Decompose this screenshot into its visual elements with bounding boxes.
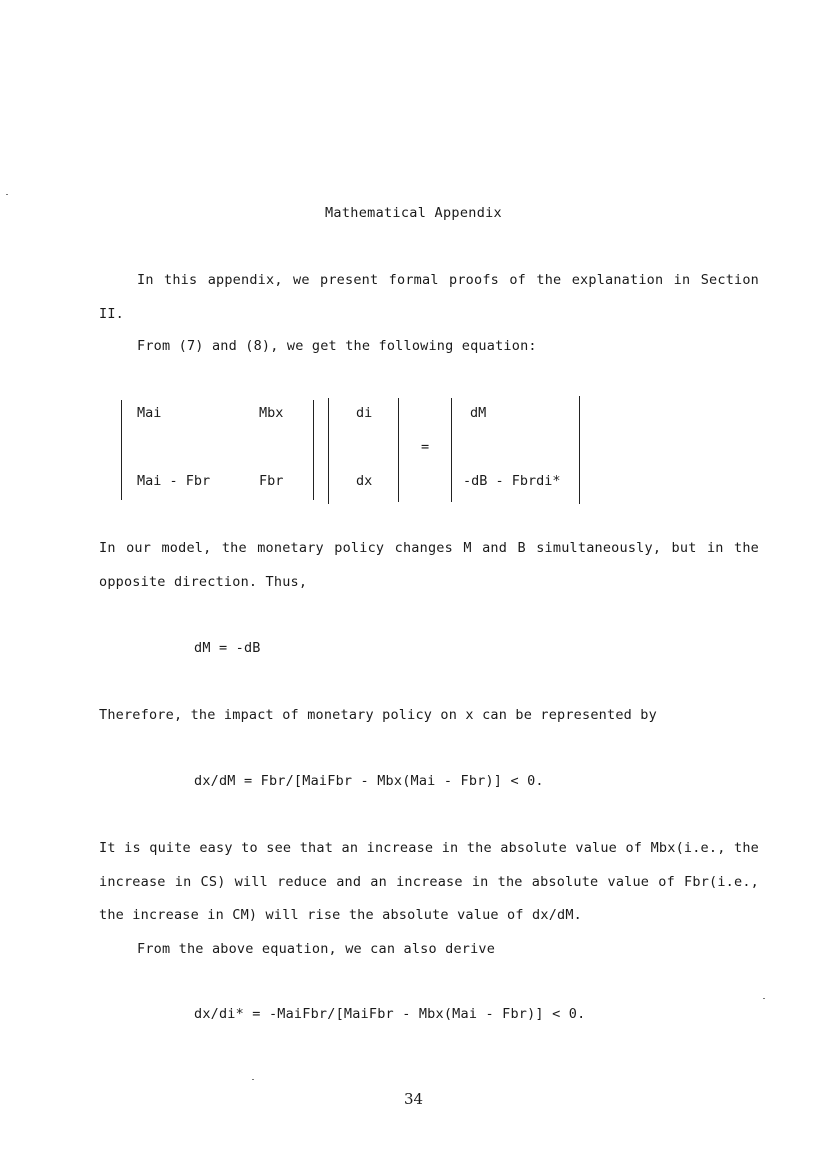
matrix-right-bar — [313, 400, 314, 500]
matrix-cell: Fbr — [259, 473, 284, 489]
scan-speck — [763, 998, 765, 999]
unknown-cell: dx — [356, 473, 373, 489]
matrix-cell: Mai - Fbr — [137, 473, 211, 489]
rhs-right-bar — [579, 396, 580, 504]
intro-paragraph: In this appendix, we present formal proofs of the explanation in Section II. — [99, 272, 759, 322]
matrix-cell: Mai — [137, 405, 162, 421]
matrix-left-bar — [121, 400, 122, 500]
scan-speck — [252, 1079, 254, 1080]
equals-sign: = — [421, 439, 430, 455]
model-paragraph: In our model, the monetary policy changes M and B simultaneously, but in the opposite direction. Thus, — [99, 540, 759, 590]
easy-paragraph: It is quite easy to see that an increase in the absolute value of Mbx(i.e., the increase in CS) will reduce and an increase in the absolute value of Fbr(i.e., the increase in CM) will rise the absolute value of dx/dM. — [99, 840, 759, 923]
equation-dm: dM = -dB — [194, 640, 261, 656]
equation-dxdm: dx/dM = Fbr/[MaiFbr - Mbx(Mai - Fbr)] < 0. — [194, 773, 544, 789]
intro-equation-lead: From (7) and (8), we get the following equation: — [137, 338, 537, 354]
vector-right-bar — [398, 398, 399, 502]
derive-paragraph: From the above equation, we can also derive — [137, 941, 496, 957]
rhs-cell: dM — [470, 405, 487, 421]
matrix-cell: Mbx — [259, 405, 284, 421]
scan-speck — [6, 194, 8, 195]
rhs-left-bar — [451, 398, 452, 502]
page-number: 34 — [403, 1090, 424, 1108]
therefore-paragraph: Therefore, the impact of monetary policy on x can be represented by — [99, 707, 657, 723]
equation-dxdi: dx/di* = -MaiFbr/[MaiFbr - Mbx(Mai - Fbr)] < 0. — [194, 1006, 586, 1022]
page-title: Mathematical Appendix — [325, 205, 502, 221]
vector-left-bar — [328, 398, 329, 504]
rhs-cell: -dB - Fbrdi* — [463, 473, 561, 489]
unknown-cell: di — [356, 405, 373, 421]
